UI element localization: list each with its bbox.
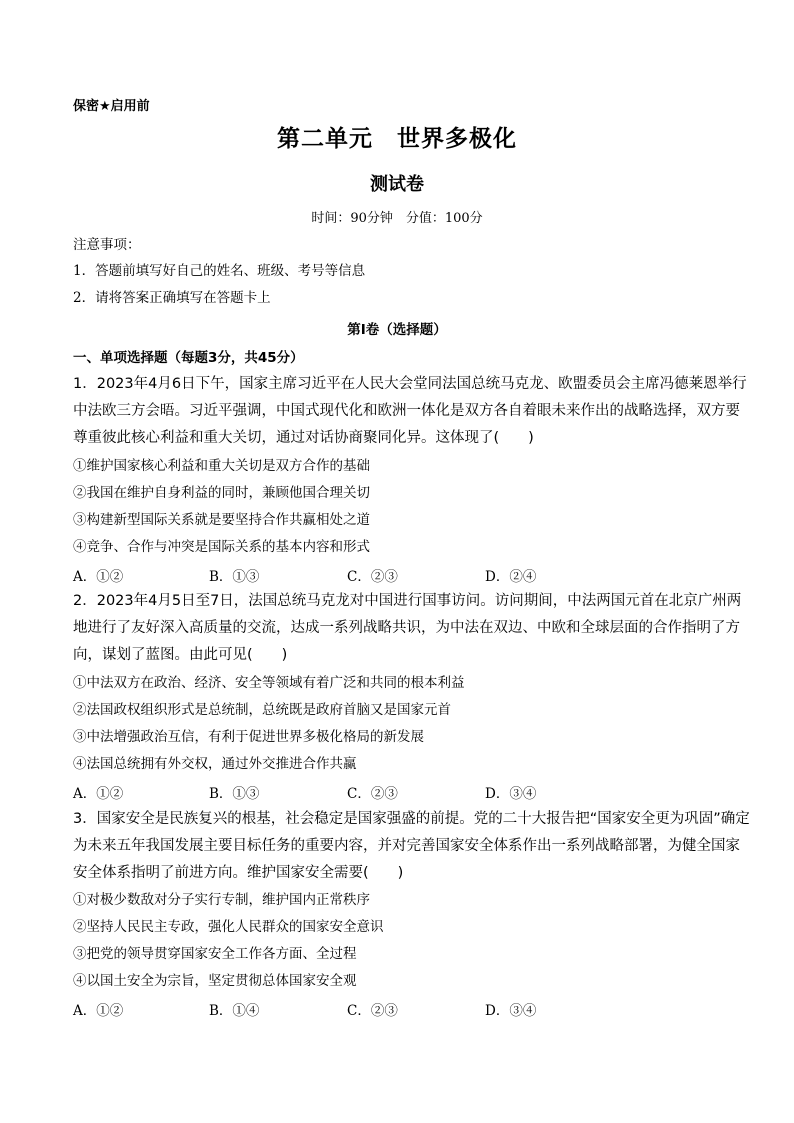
question-option: ②法国政权组织形式是总统制，总统既是政府首脑又是国家元首 [73,702,451,718]
confidential-label: 保密★启用前 [73,99,150,114]
question-option: ②我国在维护自身利益的同时，兼顾他国合理关切 [73,485,370,501]
answer-choice-c[interactable]: C．②③ [347,1003,398,1019]
question-option: ③中法增强政治互信，有利于促进世界多极化格局的新发展 [73,729,424,745]
answer-choice-a[interactable]: A．①② [73,569,124,585]
answer-choice-b[interactable]: B．①④ [209,1003,260,1019]
answer-choices [73,782,633,802]
section-title: 第I卷（选择题） [347,322,447,338]
answer-choice-a[interactable]: A．①② [73,786,124,802]
page-title: 第二单元 世界多极化 [277,126,517,152]
question-stem-line: 为未来五年我国发展主要目标任务的重要内容，并对完善国家安全体系作出一系列战略部署，为健全国家 [73,838,740,854]
question-option: ②坚持人民民主专政，强化人民群众的国家安全意识 [73,919,384,935]
question-option: ③构建新型国际关系就是要坚持合作共赢相处之道 [73,512,370,528]
answer-choice-d[interactable]: D．③④ [485,1003,537,1019]
answer-choices [73,565,633,585]
question-option: ①中法双方在政治、经济、安全等领域有着广泛和共同的根本利益 [73,675,465,691]
question-option: ④竞争、合作与冲突是国际关系的基本内容和形式 [73,539,370,555]
answer-choice-b[interactable]: B．①③ [209,569,260,585]
question-option: ③把党的领导贯穿国家安全工作各方面、全过程 [73,946,357,962]
answer-choices [73,999,633,1019]
answer-choice-c[interactable]: C．②③ [347,569,398,585]
answer-choice-c[interactable]: C．②③ [347,786,398,802]
note-item: 1．答题前填写好自己的姓名、班级、考号等信息 [73,263,366,279]
answer-choice-d[interactable]: D．②④ [485,569,537,585]
question-stem-line: 中法欧三方会晤。习近平强调，中国式现代化和欧洲一体化是双方各自着眼未来作出的战略选择，双方要 [73,403,740,419]
question-stem-line: 1．2023年4月6日下午，国家主席习近平在人民大会堂同法国总统马克龙、欧盟委员会主席冯德莱恩举行 [73,376,747,392]
question-option: ①维护国家核心利益和重大关切是双方合作的基础 [73,458,370,474]
section-heading: 一、单项选择题（每题3分，共45分） [73,350,304,366]
question-stem-line: 3．国家安全是民族复兴的根基，社会稳定是国家强盛的前提。党的二十大报告把“国家安全更为巩固”确定 [73,811,750,827]
answer-choice-a[interactable]: A．①② [73,1003,124,1019]
exam-meta: 时间：90分钟 分值：100分 [311,211,483,226]
answer-choice-b[interactable]: B．①③ [209,786,260,802]
question-stem-line: 向，谋划了蓝图。由此可见( ) [73,647,288,663]
question-option: ①对极少数敌对分子实行专制，维护国内正常秩序 [73,892,370,908]
question-option: ④法国总统拥有外交权，通过外交推进合作共赢 [73,756,357,772]
question-stem-line: 地进行了友好深入高质量的交流，达成一系列战略共识，为中法在双边、中欧和全球层面的合作指明了方 [73,620,740,636]
page-subtitle: 测试卷 [370,174,424,195]
notes-heading: 注意事项： [73,237,141,253]
question-stem-line: 尊重彼此核心利益和重大关切，通过对话协商聚同化异。这体现了( ) [73,430,534,446]
question-stem-line: 安全体系指明了前进方向。维护国家安全需要( ) [73,865,404,881]
answer-choice-d[interactable]: D．③④ [485,786,537,802]
question-stem-line: 2．2023年4月5日至7日，法国总统马克龙对中国进行国事访问。访问期间，中法两国元首在北京广州两 [73,593,742,609]
question-option: ④以国土安全为宗旨，坚定贯彻总体国家安全观 [73,973,357,989]
note-item: 2．请将答案正确填写在答题卡上 [73,290,271,306]
